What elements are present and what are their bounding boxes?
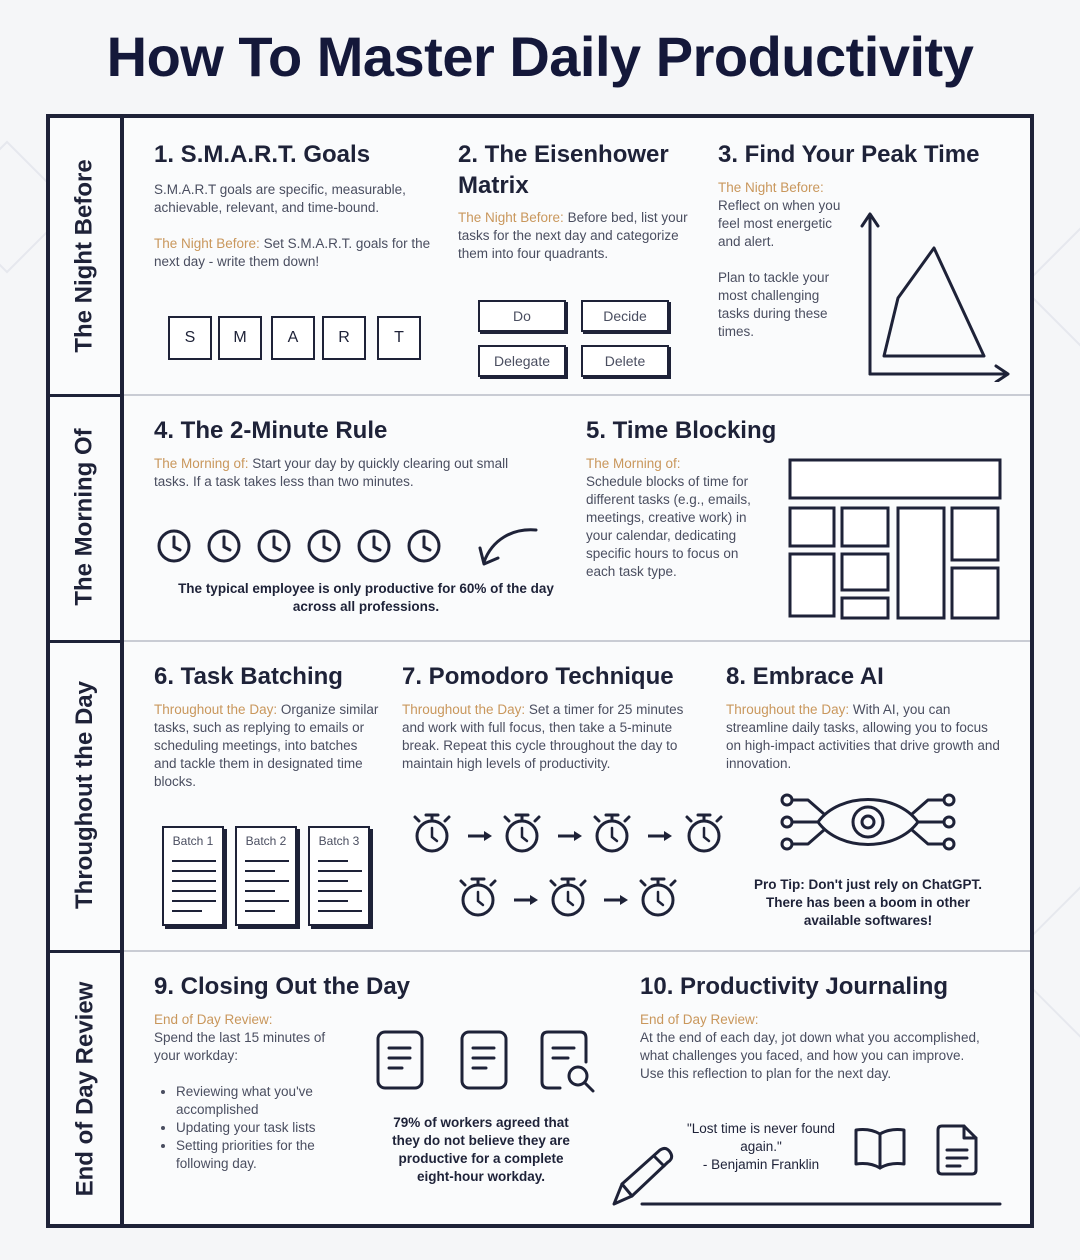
smart-letter-box: R bbox=[322, 316, 366, 360]
section-heading: 7. Pomodoro Technique bbox=[402, 663, 674, 690]
section-tip: Throughout the Day: With AI, you can streamline daily tasks, allowing you to focus on high-impact activities that drive growth and innovation. bbox=[726, 701, 1000, 771]
section-tip: The Night Before: Set S.M.A.R.T. goals for the next day - write them down! bbox=[154, 235, 431, 269]
peak-energy-chart-icon bbox=[858, 206, 1018, 382]
section-tip: Reflect on when you feel most energetic and alert. bbox=[718, 197, 841, 249]
section-eisenhower bbox=[458, 140, 690, 263]
smart-letter-box: T bbox=[377, 316, 421, 360]
quote-text: "Lost time is never found again." - Benjamin Franklin bbox=[686, 1121, 836, 1172]
section-heading: 1. S.M.A.R.T. Goals bbox=[154, 141, 371, 168]
row-label-night-before: The Night Before bbox=[71, 159, 98, 353]
section-time-blocking bbox=[586, 416, 816, 581]
section-heading: 10. Productivity Journaling bbox=[640, 973, 949, 1000]
section-tip-label: End of Day Review: bbox=[154, 1011, 273, 1027]
stat-caption: The typical employee is only productive for 60% of the day across all professions. bbox=[178, 581, 554, 614]
section-tip: Throughout the Day: Set a timer for 25 minutes and work with full focus, then take a 5-minute break. Repeat this cycle throughout the day to maintain high levels of productivity. bbox=[402, 701, 684, 771]
smart-letter-box: M bbox=[218, 316, 262, 360]
pen-writing-icon bbox=[604, 1144, 1004, 1212]
stopwatch-icon bbox=[551, 879, 585, 915]
section-tip: At the end of each day, jot down what you accomplished, what challenges you faced, and how you can improve. Use this reflection to plan for the next day. bbox=[640, 1029, 980, 1081]
arrow-icon bbox=[514, 895, 538, 905]
row-label-end-of-day: End of Day Review bbox=[71, 981, 99, 1197]
section-description: S.M.A.R.T goals are specific, measurable, achievable, relevant, and time-bound. bbox=[154, 181, 406, 215]
row-divider bbox=[50, 394, 124, 397]
smart-letter-box: S bbox=[168, 316, 212, 360]
row-label-morning-of: The Morning Of bbox=[71, 428, 98, 606]
calendar-blocks-icon bbox=[786, 456, 1004, 622]
page-title: How To Master Daily Productivity bbox=[106, 25, 974, 88]
pro-tip-caption: Pro Tip: Don't just rely on ChatGPT. There has been a boom in other available softwares! bbox=[754, 877, 982, 928]
clock-icon bbox=[356, 528, 392, 564]
ai-eye-icon bbox=[778, 782, 958, 862]
section-heading: 3. Find Your Peak Time bbox=[718, 141, 980, 168]
section-tip-label: The Morning of: bbox=[586, 455, 681, 471]
section-heading: 4. The 2-Minute Rule bbox=[154, 417, 388, 444]
section-tip-label: The Night Before: bbox=[718, 179, 824, 195]
row-divider bbox=[50, 640, 124, 643]
stopwatch-icon bbox=[641, 879, 675, 915]
arrow-icon bbox=[558, 831, 582, 841]
row-label-column bbox=[50, 118, 124, 1224]
clock-icon bbox=[156, 528, 192, 564]
stopwatch-icon bbox=[687, 815, 721, 851]
stopwatch-icon bbox=[595, 815, 629, 851]
section-tip: Spend the last 15 minutes of your workday: bbox=[154, 1029, 326, 1063]
section-heading: 6. Task Batching bbox=[154, 663, 343, 690]
list-item: • Reviewing what you've accomplished bbox=[176, 1083, 356, 1119]
section-heading: 2. The Eisenhower Matrix bbox=[458, 141, 669, 199]
row-divider bbox=[124, 394, 1030, 396]
stopwatch-icon bbox=[415, 815, 449, 851]
row-divider bbox=[50, 950, 124, 953]
section-journaling bbox=[640, 972, 1000, 1083]
infographic-frame bbox=[46, 114, 1034, 1228]
quadrant-decide: Decide bbox=[581, 300, 669, 332]
smart-letter-box: A bbox=[271, 316, 315, 360]
section-tip-label: End of Day Review: bbox=[640, 1011, 759, 1027]
section-two-minute-rule bbox=[154, 416, 514, 491]
row-divider bbox=[124, 950, 1030, 952]
quadrant-do: Do bbox=[478, 300, 566, 332]
document-icons bbox=[374, 1028, 604, 1094]
clock-row bbox=[156, 528, 446, 564]
list-item: • Updating your task lists bbox=[176, 1119, 356, 1137]
stat-caption: 79% of workers agreed that they do not believe they are productive for a complete eight-hour workday. bbox=[392, 1115, 570, 1184]
batch-card: Batch 2 bbox=[235, 826, 297, 926]
section-tip: The Morning of: Start your day by quickly clearing out small tasks. If a task takes less than two minutes. bbox=[154, 455, 509, 489]
pomodoro-timer-sequence bbox=[408, 802, 728, 922]
clock-icon bbox=[256, 528, 292, 564]
section-tip: The Night Before: Before bed, list your tasks for the next day and categorize them into four quadrants. bbox=[458, 210, 688, 262]
batch-card: Batch 1 bbox=[162, 826, 224, 926]
closing-checklist bbox=[154, 1083, 356, 1173]
quadrant-delegate: Delegate bbox=[478, 345, 566, 377]
section-embrace-ai bbox=[726, 662, 1016, 773]
arrow-icon bbox=[468, 831, 492, 841]
section-heading: 9. Closing Out the Day bbox=[154, 973, 411, 1000]
section-task-batching bbox=[154, 662, 380, 791]
list-item: • Setting priorities for the following day. bbox=[176, 1137, 356, 1173]
section-heading: 5. Time Blocking bbox=[586, 417, 777, 444]
quadrant-delete: Delete bbox=[581, 345, 669, 377]
arrow-icon bbox=[604, 895, 628, 905]
section-tip: Plan to tackle your most challenging tasks during these times. bbox=[718, 269, 830, 339]
section-heading: 8. Embrace AI bbox=[726, 663, 884, 690]
row-label-throughout-day: Throughout the Day bbox=[71, 681, 99, 909]
section-smart-goals bbox=[154, 140, 434, 271]
clock-icon bbox=[206, 528, 242, 564]
row-divider bbox=[124, 640, 1030, 642]
curved-arrow-icon bbox=[476, 522, 542, 572]
section-pomodoro bbox=[402, 662, 702, 773]
arrow-icon bbox=[648, 831, 672, 841]
section-tip: Schedule blocks of time for different tasks (e.g., emails, meetings, creative work) in your calendar, dedicating specific hours to focus on each task type. bbox=[586, 473, 751, 579]
section-tip: Throughout the Day: Organize similar tasks, such as replying to emails or scheduling meetings, into batches and tackle them in designated time blocks. bbox=[154, 701, 379, 789]
batch-card: Batch 3 bbox=[308, 826, 370, 926]
stopwatch-icon bbox=[461, 879, 495, 915]
clock-icon bbox=[406, 528, 442, 564]
clock-icon bbox=[306, 528, 342, 564]
stopwatch-icon bbox=[505, 815, 539, 851]
